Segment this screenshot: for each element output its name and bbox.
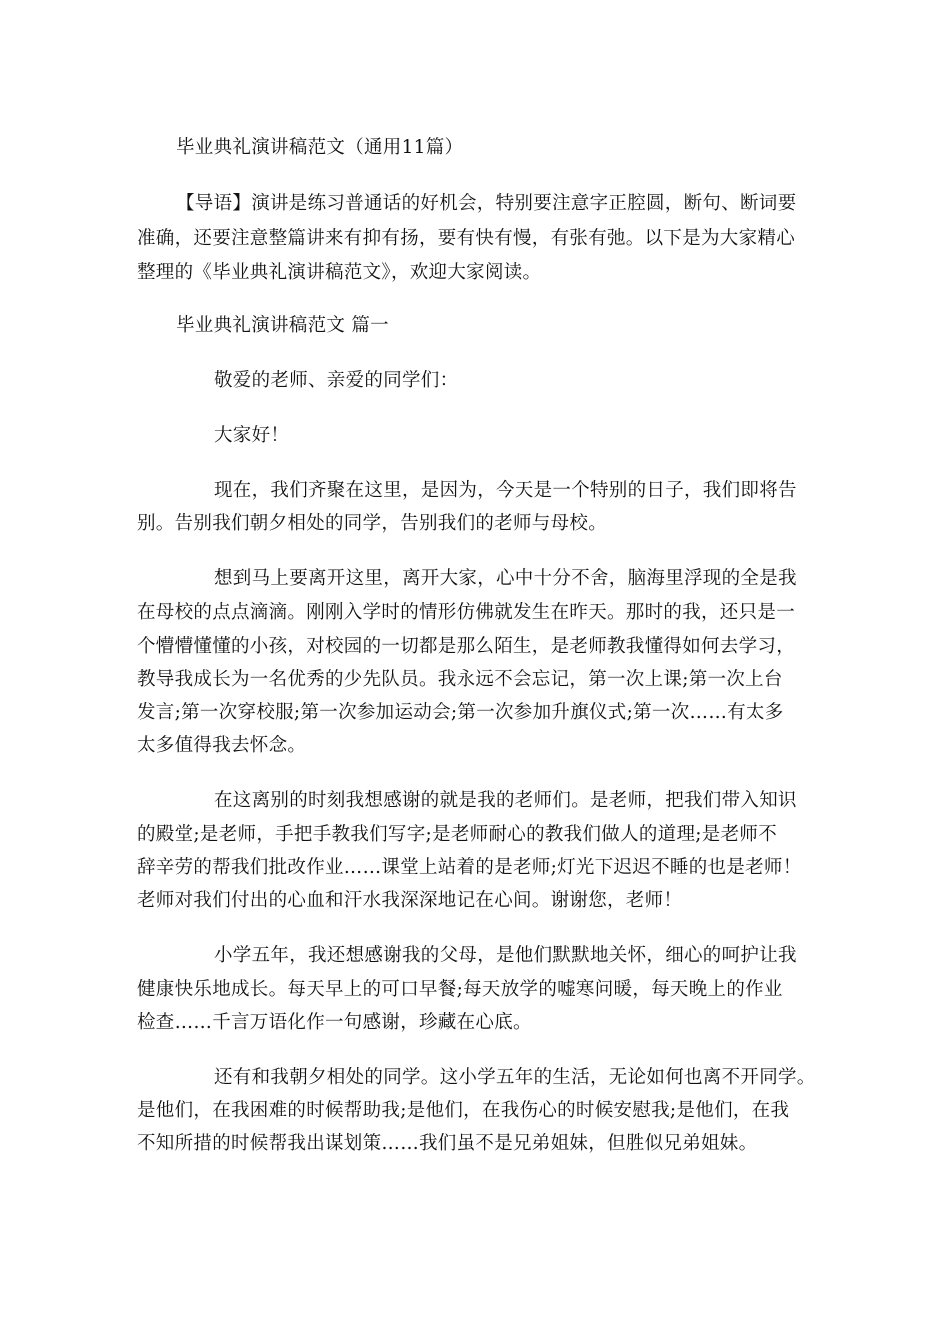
intro-line: 【导语】演讲是练习普通话的好机会，特别要注意字正腔圆，断句、断词要: [176, 193, 797, 214]
document-title: 毕业典礼演讲稿范文（通用11篇）: [176, 137, 464, 158]
paragraph-line: 发言;第一次穿校服;第一次参加运动会;第一次参加升旗仪式;第一次……有太多: [137, 702, 784, 723]
section-heading: 毕业典礼演讲稿范文 篇一: [176, 315, 389, 336]
paragraph-line: 小学五年，我还想感谢我的父母，是他们默默地关怀，细心的呵护让我: [214, 945, 797, 966]
paragraph-line: 还有和我朝夕相处的同学。这小学五年的生活，无论如何也离不开同学。: [214, 1067, 816, 1088]
paragraph-line: 老师对我们付出的心血和汗水我深深地记在心间。谢谢您，老师！: [137, 890, 683, 911]
paragraph-line: 想到马上要离开这里，离开大家，心中十分不舍，脑海里浮现的全是我: [214, 568, 797, 589]
paragraph-line: 在这离别的时刻我想感谢的就是我的老师们。是老师，把我们带入知识: [214, 790, 797, 811]
paragraph-line: 辞辛劳的帮我们批改作业……课堂上站着的是老师;灯光下迟迟不睡的也是老师！: [137, 857, 802, 878]
salutation: 敬爱的老师、亲爱的同学们：: [214, 370, 459, 391]
paragraph-line: 不知所措的时候帮我出谋划策……我们虽不是兄弟姐妹，但胜似兄弟姐妹。: [137, 1133, 758, 1154]
paragraph-line: 太多值得我去怀念。: [137, 735, 307, 756]
intro-line: 准确，还要注意整篇讲来有抑有扬，要有快有慢，有张有弛。以下是为大家精心: [137, 228, 796, 249]
paragraph-line: 健康快乐地成长。每天早上的可口早餐;每天放学的嘘寒问暖，每天晚上的作业: [137, 979, 783, 1000]
paragraph-line: 检查……千言万语化作一句感谢，珍藏在心底。: [137, 1012, 532, 1033]
paragraph-line: 别。告别我们朝夕相处的同学，告别我们的老师与母校。: [137, 513, 608, 534]
paragraph-line: 在母校的点点滴滴。刚刚入学时的情形仿佛就发生在昨天。那时的我，还只是一: [137, 602, 796, 623]
paragraph-line: 现在，我们齐聚在这里，是因为，今天是一个特别的日子，我们即将告: [214, 480, 797, 501]
greeting: 大家好！: [214, 425, 290, 446]
paragraph-line: 教导我成长为一名优秀的少先队员。我永远不会忘记，第一次上课;第一次上台: [137, 669, 783, 690]
intro-line: 整理的《毕业典礼演讲稿范文》，欢迎大家阅读。: [137, 262, 542, 283]
paragraph-line: 个懵懵懂懂的小孩，对校园的一切都是那么陌生，是老师教我懂得如何去学习，: [137, 636, 796, 657]
paragraph-line: 的殿堂;是老师，手把手教我们写字;是老师耐心的教我们做人的道理;是老师不: [137, 824, 778, 845]
paragraph-line: 是他们，在我困难的时候帮助我;是他们，在我伤心的时候安慰我;是他们，在我: [137, 1100, 790, 1121]
